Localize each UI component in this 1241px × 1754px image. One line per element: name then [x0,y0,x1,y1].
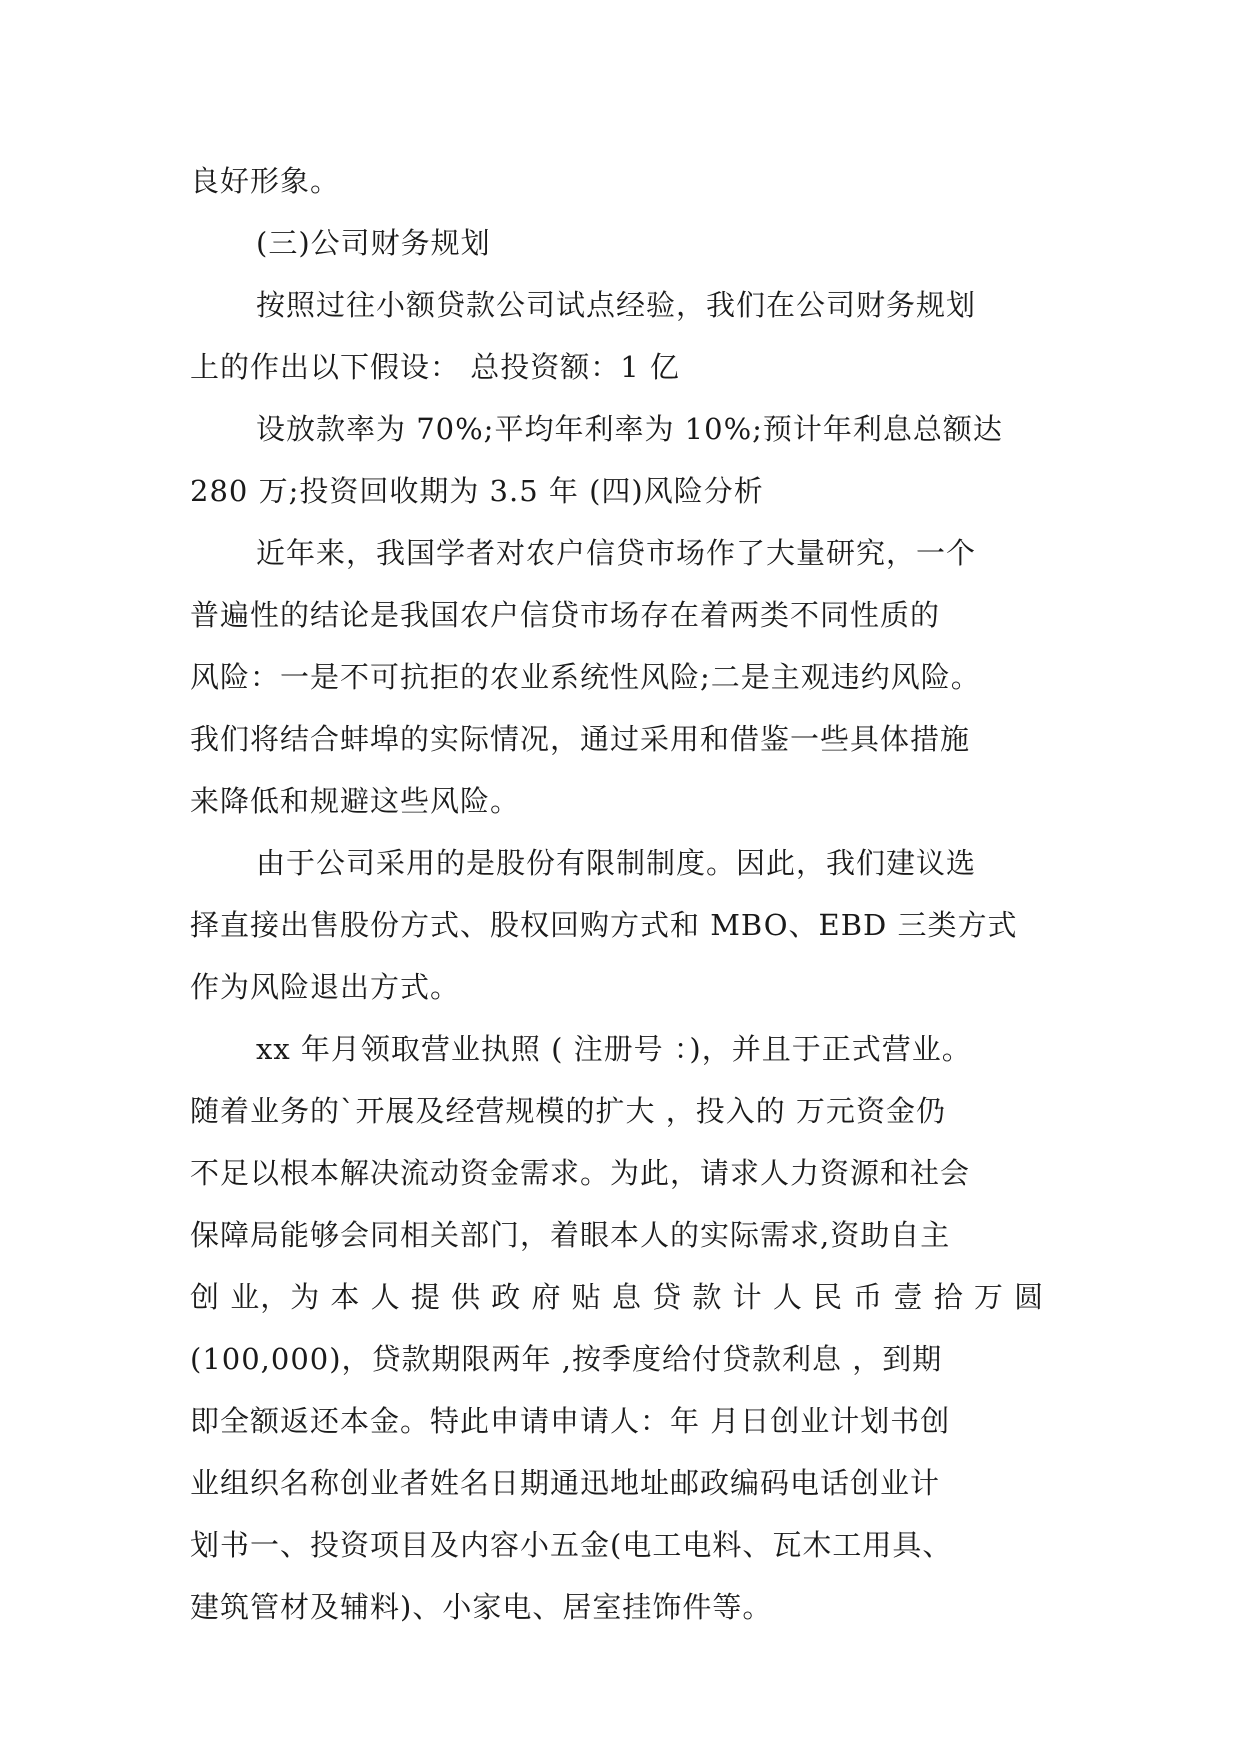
text-line: 即全额返还本金。特此申请申请人：年 月日创业计划书创 [190,1404,951,1438]
text-line: 上的作出以下假设： 总投资额：1 亿 [190,350,680,384]
section-heading: (三)公司财务规划 [256,226,491,260]
text-line: 随着业务的`开展及经营规模的扩大 ，投入的 万元资金仍 [190,1094,946,1128]
text-line: 作为风险退出方式。 [190,970,461,1004]
text-line: 按照过往小额贷款公司试点经验，我们在公司财务规划 [256,288,977,322]
text-line: 不足以根本解决流动资金需求。为此，请求人力资源和社会 [190,1156,971,1190]
text-line: 来降低和规避这些风险。 [190,784,521,818]
text-line: 普遍性的结论是我国农户信贷市场存在着两类不同性质的 [190,598,941,632]
text-line: (100,000)，贷款期限两年 ,按季度给付贷款利息 ，到期 [190,1342,943,1376]
text-line: 设放款率为 70%;平均年利率为 10%;预计年利息总额达 [256,412,1003,446]
text-line: 良好形象。 [190,164,341,198]
text-line: 业组织名称创业者姓名日期通迅地址邮政编码电话创业计 [190,1466,941,1500]
text-line: 创 业，为 本 人 提 供 政 府 贴 息 贷 款 计 人 民 币 壹 拾 万 圆 [190,1280,1045,1314]
text-line: 择直接出售股份方式、股权回购方式和 MBO、EBD 三类方式 [190,908,1018,942]
text-line: 建筑管材及辅料)、小家电、居室挂饰件等。 [190,1590,773,1624]
text-line: 风险：一是不可抗拒的农业系统性风险;二是主观违约风险。 [190,660,981,694]
text-line: 近年来，我国学者对农户信贷市场作了大量研究，一个 [256,536,977,570]
text-line: xx 年月领取营业执照 ( 注册号 ：)，并且于正式营业。 [256,1032,972,1066]
text-line: 由于公司采用的是股份有限制制度。因此，我们建议选 [256,846,977,880]
text-line: 我们将结合蚌埠的实际情况，通过采用和借鉴一些具体措施 [190,722,971,756]
document-body [190,150,1060,1638]
text-line: 280 万;投资回收期为 3.5 年 (四)风险分析 [190,474,764,508]
text-line: 划书一、投资项目及内容小五金(电工电料、瓦木工用具、 [190,1528,953,1562]
text-line: 保障局能够会同相关部门，着眼本人的实际需求,资助自主 [190,1218,951,1252]
